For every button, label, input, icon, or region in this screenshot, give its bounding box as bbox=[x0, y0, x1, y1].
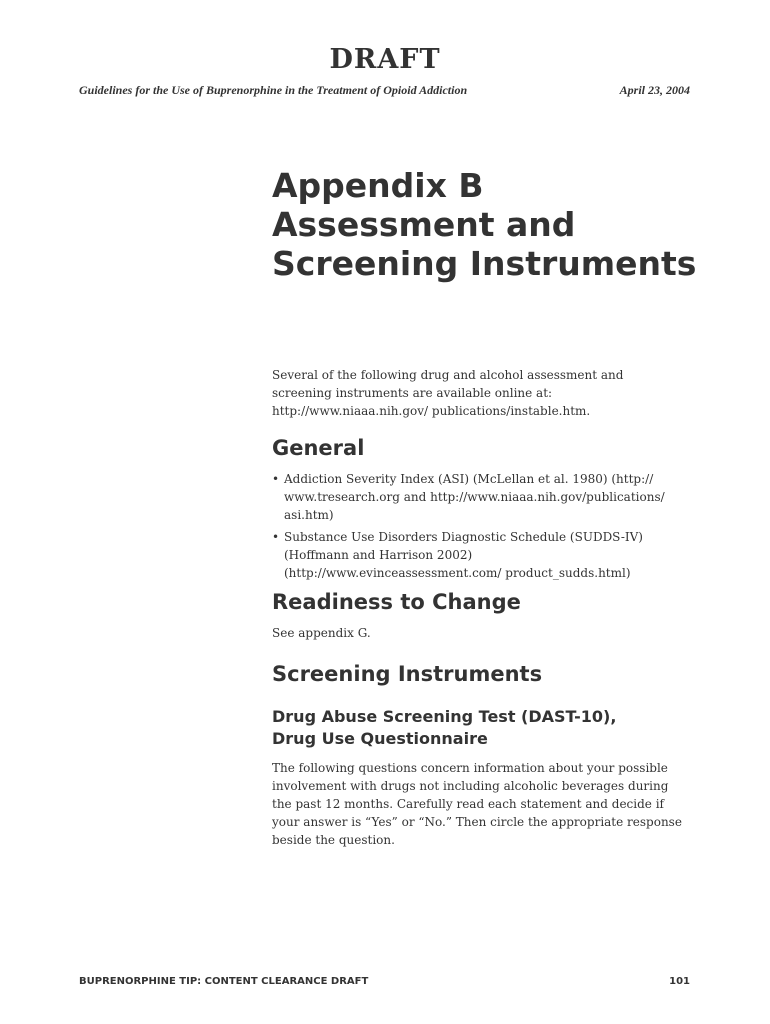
readiness-heading: Readiness to Change bbox=[272, 590, 521, 614]
list-item-text: Substance Use Disorders Diagnostic Schedule (SUDDS-IV) (Hoffmann and Harrison 2002) (http://www.evinceassessment.com/ product_sudds.html) bbox=[284, 530, 643, 580]
footer-label: BUPRENORPHINE TIP: CONTENT CLEARANCE DRAFT bbox=[79, 976, 369, 987]
list-item bbox=[272, 528, 687, 582]
bullet-icon: • bbox=[272, 530, 280, 544]
intro-paragraph: Several of the following drug and alcohol assessment and screening instruments are available online at: http://www.niaaa.nih.gov/ publications/instable.htm. bbox=[272, 368, 624, 418]
bullet-icon: • bbox=[272, 472, 280, 486]
page-title-line-2: Assessment and bbox=[272, 205, 576, 244]
page-title bbox=[272, 166, 732, 283]
running-header-date: April 23, 2004 bbox=[619, 83, 690, 97]
dast-subheading-line-1: Drug Abuse Screening Test (DAST-10), bbox=[272, 707, 617, 726]
page-title-line-1: Appendix B bbox=[272, 166, 484, 205]
list-item bbox=[272, 470, 687, 524]
dast-instructions: The following questions concern information about your possible involvement with drugs not including alcoholic beverages during the past 12 months. Carefully read each statement and decide if your answer is “Yes” or “No.” Then circle the appropriate response beside the question. bbox=[272, 761, 682, 847]
page-title-line-3: Screening Instruments bbox=[272, 244, 697, 283]
dast-subheading-line-2: Drug Use Questionnaire bbox=[272, 729, 488, 748]
readiness-text: See appendix G. bbox=[272, 626, 371, 640]
screening-heading: Screening Instruments bbox=[272, 662, 543, 686]
draft-watermark-header: DRAFT bbox=[329, 44, 441, 75]
general-list bbox=[272, 470, 687, 586]
list-item-text: Addiction Severity Index (ASI) (McLellan et al. 1980) (http:// www.tresearch.org and http://www.niaaa.nih.gov/publications/ asi.htm) bbox=[284, 472, 665, 522]
page-number: 101 bbox=[669, 976, 690, 987]
running-header-title: Guidelines for the Use of Buprenorphine in the Treatment of Opioid Addiction bbox=[79, 83, 468, 97]
general-heading: General bbox=[272, 436, 365, 460]
